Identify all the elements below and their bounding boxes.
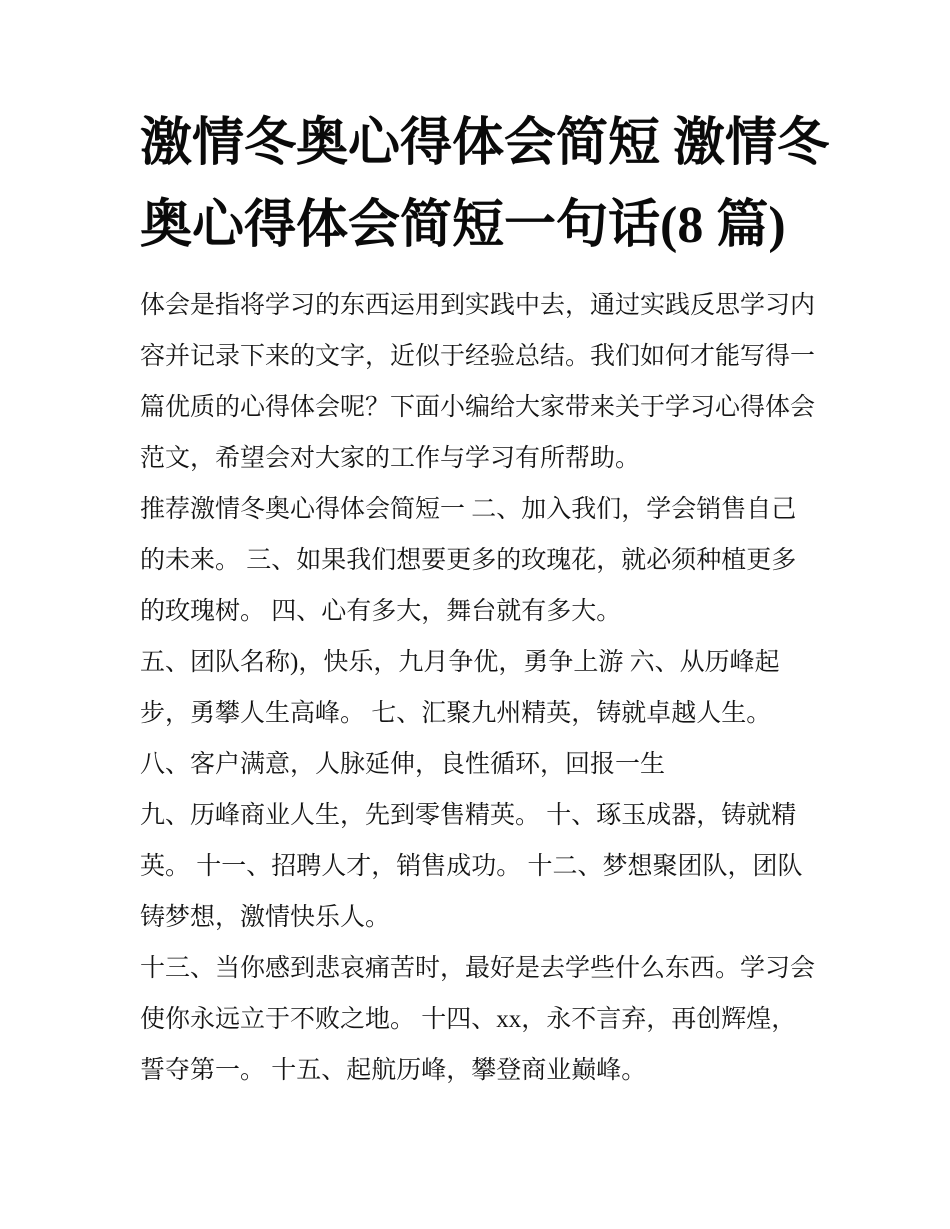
paragraph-recommend [140, 484, 830, 637]
text-line: 誓夺第一。 十五、起航历峰，攀登商业巅峰。 [140, 1057, 647, 1084]
paragraph-intro [140, 280, 830, 484]
text-line: 五、团队名称)，快乐，九月争优，勇争上游 六、从历峰起 [140, 649, 780, 676]
paragraph-items-13-15 [140, 943, 830, 1096]
paragraph-items-9-12 [140, 790, 830, 943]
text-line: 铸梦想，激情快乐人。 [140, 904, 391, 931]
text-line: 容并记录下来的文字，近似于经验总结。我们如何才能写得一 [140, 343, 816, 370]
text-line: 九、历峰商业人生，先到零售精英。 十、琢玉成器，铸就精 [140, 802, 797, 829]
text-line: 十三、当你感到悲哀痛苦时，最好是去学些什么东西。学习会 [140, 955, 816, 982]
paragraph-item-8 [140, 739, 830, 790]
text-line: 推荐激情冬奥心得体会简短一 二、加入我们，学会销售自己 [140, 496, 797, 523]
text-line: 八、客户满意，人脉延伸，良性循环，回报一生 [140, 751, 666, 778]
text-line: 步，勇攀人生高峰。 七、汇聚九州精英，铸就卓越人生。 [140, 700, 772, 727]
text-line: 的未来。 三、如果我们想要更多的玫瑰花，就必须种植更多 [140, 547, 797, 574]
text-line: 范文，希望会对大家的工作与学习有所帮助。 [140, 445, 641, 472]
title-line-2: 奥心得体会简短一句话(8 篇) [140, 197, 786, 254]
text-line: 英。 十一、招聘人才，销售成功。 十二、梦想聚团队，团队 [140, 853, 803, 880]
document-title [140, 103, 840, 267]
text-line: 的玫瑰树。 四、心有多大，舞台就有多大。 [140, 598, 622, 625]
title-line-1: 激情冬奥心得体会简短 激情冬 [140, 115, 830, 172]
text-line: 体会是指将学习的东西运用到实践中去，通过实践反思学习内 [140, 292, 816, 319]
text-line: 篇优质的心得体会呢？下面小编给大家带来关于学习心得体会 [140, 394, 816, 421]
document-body [140, 280, 830, 1096]
paragraph-items-5-7 [140, 637, 830, 739]
text-line: 使你永远立于不败之地。 十四、xx，永不言弃，再创辉煌， [140, 1006, 797, 1033]
